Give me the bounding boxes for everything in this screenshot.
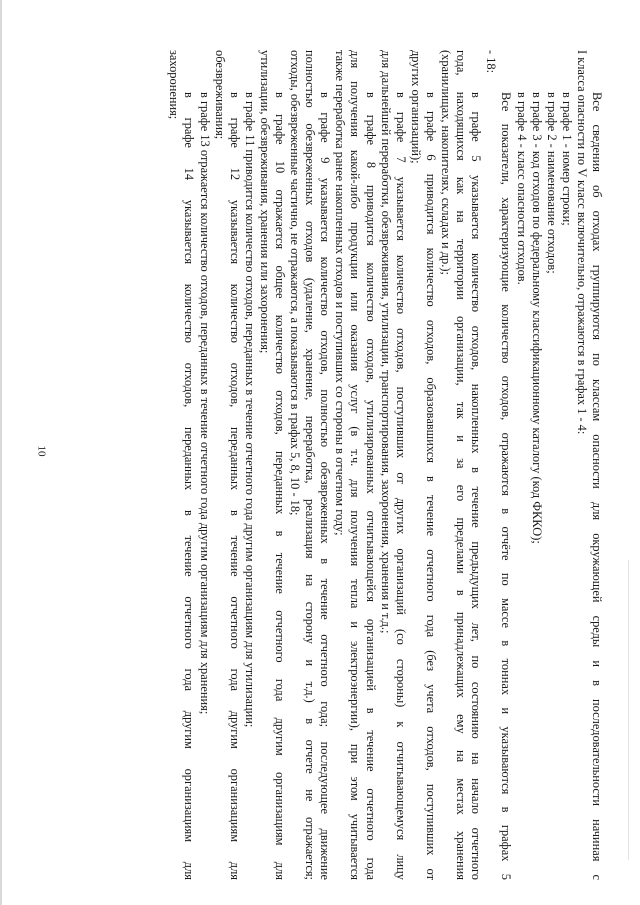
text-line: в графе 14 указывается количество отходов, переданных в течение отчетного года другим организациям для	[182, 92, 197, 880]
text-line: других организаций);	[408, 50, 423, 164]
text-line: в графе 12 указывается количество отходов, переданных в течение отчетного года другим организациям для	[227, 92, 242, 880]
text-line: года, находящихся как на территории организации, так и за его пределами в принадлежащих ему на местах хранения	[454, 50, 469, 880]
text-line: в графе 10 отражается общее количество отходов, переданных в течение отчетного года другим организациям для	[273, 92, 288, 880]
scan-mark	[628, 560, 629, 860]
text-line: для дальнейшей переработки, обезвреживания, утилизации, транспортирования, захоронения, хранения и т.д.;	[378, 50, 393, 634]
text-line: в графе 13 отражается количество отходов, переданных в течение отчетного года другим организациям для хранения;	[197, 92, 212, 715]
rotated-text-block	[44, 50, 604, 880]
text-line: обезвреживания;	[212, 50, 227, 140]
text-line: в графе 2 - наименование отходов;	[544, 92, 559, 274]
text-line: Все сведения об отходах группируются по классам опасности для окружающей среды и в последовательности начиная с	[590, 92, 604, 880]
text-line: утилизации, обезвреживания, хранения или захоронения;	[257, 50, 272, 354]
text-line: в графе 5 указывается количество отходов, накопленных в течение предыдущих лет, по состоянию на начало отчетного	[469, 92, 484, 880]
text-line: I класса опасности по V класс включительно, отражаются в графах 1 - 4:	[574, 50, 589, 435]
text-line: полностью обезвреженных отходов (удаление, хранение, переработка, реализация на сторону и т.д.) в отчете не отражается;	[303, 50, 318, 880]
text-line: в графе 8 приводится количество отходов, утилизированных отчитывающейся организацией в течение отчетного года	[363, 92, 378, 880]
text-line: для получения какой-либо продукции или оказания услуг (в т.ч. для получения тепла и электроэнергии), при этом учитывается	[348, 50, 363, 880]
text-line: в графе 7 указывается количество отходов, поступивших от других организаций (со стороны) к отчитывающемуся лицу	[393, 92, 408, 880]
text-line: в графе 3 - код отходов по федеральному классификационному каталогу (код ФККО);	[529, 92, 544, 544]
text-line: также переработка ранее накопленных отходов и поступивших со стороны в отчетном году;	[333, 50, 348, 536]
text-line: в графе 9 указывается количество отходов, полностью обезвреженных в течение отчетного года; последующее движение	[318, 92, 333, 880]
text-line: в графе 1 - номер строки;	[559, 92, 574, 226]
text-line: - 18:	[484, 50, 499, 74]
text-line: Все показатели, характеризующие количество отходов, отражаются в отчёте по массе в тоннах и указываются в графах 5	[499, 92, 514, 880]
text-line: в графе 6 приводится количество отходов, образовавшихся в течение отчетного года (без учета отходов, поступивших от	[423, 92, 438, 880]
text-line: отходы, обезвреженные частично, не отражаются, а показываются в графах 5, 8, 10 - 18;	[288, 50, 303, 516]
text-line: (хранилищах, накопителях, складах и др.);	[439, 50, 454, 275]
scan-edge	[0, 0, 2, 905]
text-line: в графе 11 приводится количество отходов, переданных в течение отчетного года другим организациям для утилизации;	[242, 92, 257, 728]
text-line: в графе 4 - класс опасности отходов.	[514, 92, 529, 285]
text-line: захоронения;	[167, 50, 182, 120]
page-number: 10	[35, 445, 48, 457]
